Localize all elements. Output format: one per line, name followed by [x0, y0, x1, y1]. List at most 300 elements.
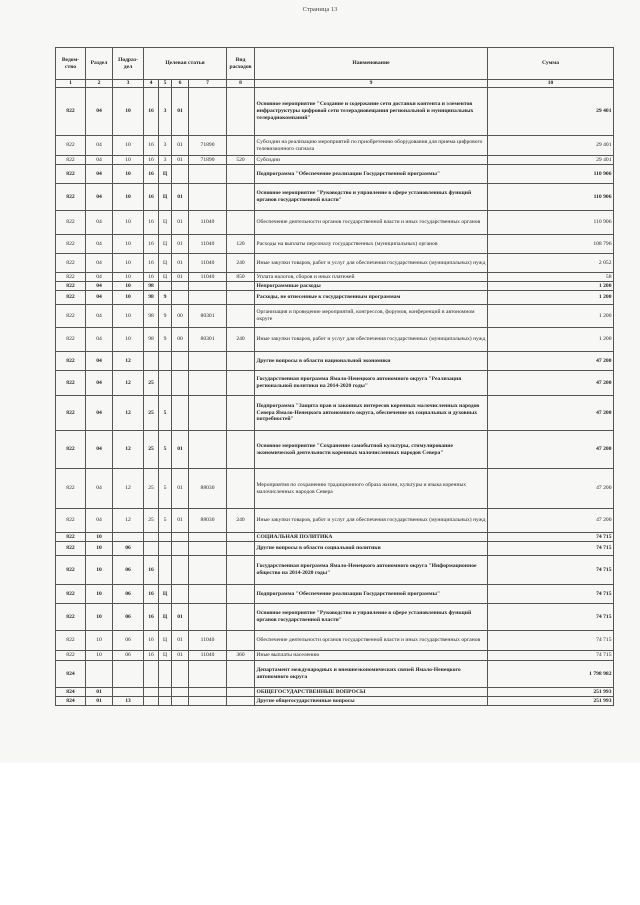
- table-row: [56, 604, 614, 631]
- cell-podrazdel: 13: [113, 697, 144, 706]
- cell-vid: [227, 352, 255, 371]
- cell-vid: 520: [227, 156, 255, 165]
- cell-target-4: 11040: [189, 651, 227, 661]
- cell-name: Субсидии: [255, 156, 488, 165]
- cell-target-3: [172, 697, 189, 706]
- cell-target-2: [159, 661, 172, 688]
- cell-target-4: [189, 604, 227, 631]
- cell-name: Департамент международных и внешнеэкономических связей Ямало-Ненецкого автономного округа: [255, 661, 488, 688]
- cell-target-1: 16: [144, 585, 159, 604]
- table-row: [56, 254, 614, 273]
- cell-podrazdel: 10: [113, 328, 144, 352]
- table-row: [56, 697, 614, 706]
- table-row: [56, 273, 614, 282]
- cell-razdel: 04: [86, 305, 113, 328]
- cell-sum: 108 796: [488, 235, 614, 254]
- cell-name: Расходы на выплаты персоналу государственных (муниципальных) органов: [255, 235, 488, 254]
- cell-sum: 74 715: [488, 556, 614, 585]
- cell-sum: 110 906: [488, 165, 614, 184]
- cell-vid: [227, 688, 255, 697]
- cell-target-4: [189, 688, 227, 697]
- cell-sum: 47 200: [488, 431, 614, 469]
- cell-ved: 824: [56, 661, 86, 688]
- cell-sum: 1 200: [488, 328, 614, 352]
- cell-sum: 1 200: [488, 282, 614, 291]
- cell-razdel: 04: [86, 184, 113, 211]
- cell-target-2: Ц: [159, 254, 172, 273]
- cell-name: Основное мероприятие "Руководство и управление в сфере установленных функций органов государственной власти": [255, 604, 488, 631]
- cell-ved: 822: [56, 184, 86, 211]
- cell-target-3: [172, 352, 189, 371]
- cell-podrazdel: 10: [113, 136, 144, 156]
- cell-razdel: 10: [86, 604, 113, 631]
- cell-sum: 47 200: [488, 396, 614, 431]
- cell-podrazdel: 12: [113, 352, 144, 371]
- cell-target-3: [172, 533, 189, 542]
- cell-razdel: 04: [86, 282, 113, 291]
- table-row: [56, 165, 614, 184]
- cell-target-3: [172, 396, 189, 431]
- cell-target-4: [189, 556, 227, 585]
- cell-name: Иные выплаты населению: [255, 651, 488, 661]
- cell-ved: 822: [56, 273, 86, 282]
- cell-sum: 47 200: [488, 469, 614, 509]
- table-row: [56, 396, 614, 431]
- cell-target-2: 5: [159, 469, 172, 509]
- cell-sum: 58: [488, 273, 614, 282]
- cell-target-3: 01: [172, 604, 189, 631]
- cell-podrazdel: 10: [113, 273, 144, 282]
- table-row: [56, 305, 614, 328]
- cell-ved: 822: [56, 533, 86, 542]
- cell-target-1: 25: [144, 371, 159, 396]
- cell-target-2: 5: [159, 509, 172, 533]
- cell-razdel: 04: [86, 165, 113, 184]
- cell-sum: 74 715: [488, 542, 614, 556]
- col-num: 10: [488, 80, 614, 88]
- cell-name: Организация и проведение мероприятий, конгрессов, форумов, конференций в автономном округе: [255, 305, 488, 328]
- cell-sum: 47 200: [488, 352, 614, 371]
- cell-podrazdel: 10: [113, 165, 144, 184]
- cell-target-4: [189, 585, 227, 604]
- cell-podrazdel: 06: [113, 651, 144, 661]
- cell-podrazdel: 10: [113, 184, 144, 211]
- cell-name: Государственная программа Ямало-Ненецкого автономного округа "Информационное общество на 2014-2020 годы": [255, 556, 488, 585]
- cell-sum: 74 715: [488, 533, 614, 542]
- cell-podrazdel: 06: [113, 542, 144, 556]
- cell-target-3: 01: [172, 136, 189, 156]
- cell-vid: [227, 291, 255, 305]
- cell-target-1: [144, 697, 159, 706]
- cell-ved: 822: [56, 396, 86, 431]
- cell-target-2: Ц: [159, 211, 172, 235]
- cell-target-1: 16: [144, 273, 159, 282]
- cell-target-2: 5: [159, 396, 172, 431]
- cell-target-3: 01: [172, 235, 189, 254]
- table-row: [56, 661, 614, 688]
- cell-razdel: 04: [86, 431, 113, 469]
- cell-vid: [227, 211, 255, 235]
- cell-target-3: 01: [172, 184, 189, 211]
- cell-name: ОБЩЕГОСУДАРСТВЕННЫЕ ВОПРОСЫ: [255, 688, 488, 697]
- cell-target-2: [159, 556, 172, 585]
- cell-target-1: 16: [144, 165, 159, 184]
- cell-target-2: Ц: [159, 585, 172, 604]
- cell-target-4: [189, 661, 227, 688]
- cell-sum: 29 401: [488, 136, 614, 156]
- cell-vid: [227, 282, 255, 291]
- cell-name: Подпрограмма "Защита прав и законных интересов коренных малочисленных народов Севера Ямало-Ненецкого автономного округа, обеспечение их социальных и духовных потребностей": [255, 396, 488, 431]
- cell-target-1: 16: [144, 184, 159, 211]
- col-header-target: Целевая статья: [144, 48, 227, 80]
- cell-target-4: [189, 371, 227, 396]
- cell-sum: 251 993: [488, 697, 614, 706]
- cell-ved: 822: [56, 585, 86, 604]
- cell-razdel: 04: [86, 291, 113, 305]
- cell-podrazdel: [113, 533, 144, 542]
- cell-target-3: [172, 585, 189, 604]
- cell-target-1: 16: [144, 211, 159, 235]
- col-num: 7: [189, 80, 227, 88]
- table-row: [56, 542, 614, 556]
- col-header-ved: Ведом-ство: [56, 48, 86, 80]
- col-num: 8: [227, 80, 255, 88]
- cell-podrazdel: 12: [113, 396, 144, 431]
- cell-target-4: [189, 282, 227, 291]
- cell-name: Другие вопросы в области социальной политики: [255, 542, 488, 556]
- table-row: [56, 688, 614, 697]
- cell-target-1: 25: [144, 431, 159, 469]
- cell-name: Иные закупки товаров, работ и услуг для обеспечения государственных (муниципальных) нужд: [255, 328, 488, 352]
- cell-vid: 360: [227, 651, 255, 661]
- cell-target-2: [159, 533, 172, 542]
- cell-name: Основное мероприятие "Сохранение самобытной культуры, стимулирование экономической деятельности коренных малочисленных народов Севера": [255, 431, 488, 469]
- col-header-vid: Вид расходов: [227, 48, 255, 80]
- cell-podrazdel: 06: [113, 585, 144, 604]
- cell-sum: 29 401: [488, 156, 614, 165]
- cell-sum: 110 906: [488, 184, 614, 211]
- cell-name: Другие вопросы в области национальной экономики: [255, 352, 488, 371]
- cell-target-4: 88030: [189, 469, 227, 509]
- cell-podrazdel: 12: [113, 371, 144, 396]
- cell-razdel: 10: [86, 556, 113, 585]
- cell-ved: 822: [56, 254, 86, 273]
- cell-ved: 822: [56, 305, 86, 328]
- cell-target-1: 16: [144, 556, 159, 585]
- cell-razdel: 01: [86, 688, 113, 697]
- cell-name: Государственная программа Ямало-Ненецкого автономного округа "Реализация региональной политики на 2014-2020 годы": [255, 371, 488, 396]
- cell-target-2: [159, 688, 172, 697]
- cell-target-2: Ц: [159, 631, 172, 651]
- table-row: [56, 88, 614, 136]
- table-row: [56, 651, 614, 661]
- cell-sum: 47 200: [488, 371, 614, 396]
- cell-vid: [227, 661, 255, 688]
- cell-name: Субсидии на реализацию мероприятий по приобретению оборудования для приема цифрового телевизионного сигнала: [255, 136, 488, 156]
- cell-razdel: 04: [86, 254, 113, 273]
- cell-razdel: 04: [86, 211, 113, 235]
- cell-razdel: 04: [86, 235, 113, 254]
- cell-target-2: [159, 371, 172, 396]
- cell-podrazdel: [113, 688, 144, 697]
- cell-vid: 240: [227, 254, 255, 273]
- cell-target-2: [159, 282, 172, 291]
- cell-target-4: 80301: [189, 305, 227, 328]
- cell-target-3: 00: [172, 305, 189, 328]
- cell-target-3: 01: [172, 88, 189, 136]
- cell-vid: [227, 305, 255, 328]
- cell-target-3: [172, 688, 189, 697]
- cell-ved: 822: [56, 88, 86, 136]
- col-header-razdel: Раздел: [86, 48, 113, 80]
- cell-target-3: 01: [172, 469, 189, 509]
- cell-podrazdel: 06: [113, 556, 144, 585]
- cell-podrazdel: 10: [113, 282, 144, 291]
- cell-target-3: [172, 556, 189, 585]
- cell-sum: 251 993: [488, 688, 614, 697]
- cell-name: Мероприятия по сохранению традиционного образа жизни, культуры и языка коренных малочисленных народов Севера: [255, 469, 488, 509]
- cell-podrazdel: [113, 661, 144, 688]
- cell-target-2: Ц: [159, 651, 172, 661]
- cell-target-4: 11040: [189, 273, 227, 282]
- cell-name: Основное мероприятие "Создание и содержание сети доставки контента и элементов инфраструктуры цифровой сети телерадиовещания региональной и муниципальных телерадиокомпаний": [255, 88, 488, 136]
- cell-target-2: Ц: [159, 165, 172, 184]
- cell-target-3: 01: [172, 273, 189, 282]
- table-row: [56, 585, 614, 604]
- cell-target-1: 98: [144, 291, 159, 305]
- cell-sum: 1 798 982: [488, 661, 614, 688]
- col-num: 3: [113, 80, 144, 88]
- cell-ved: 822: [56, 371, 86, 396]
- cell-vid: [227, 697, 255, 706]
- col-num: 9: [255, 80, 488, 88]
- cell-target-4: 11040: [189, 235, 227, 254]
- cell-sum: 1 200: [488, 291, 614, 305]
- cell-target-4: [189, 697, 227, 706]
- cell-name: Иные закупки товаров, работ и услуг для обеспечения государственных (муниципальных) нужд: [255, 509, 488, 533]
- cell-sum: 29 401: [488, 88, 614, 136]
- cell-target-4: [189, 431, 227, 469]
- col-num: 5: [159, 80, 172, 88]
- cell-podrazdel: 10: [113, 156, 144, 165]
- cell-vid: [227, 556, 255, 585]
- cell-target-1: 16: [144, 604, 159, 631]
- cell-target-2: 3: [159, 136, 172, 156]
- cell-podrazdel: 10: [113, 291, 144, 305]
- header-row: [56, 48, 614, 80]
- table-row: [56, 371, 614, 396]
- cell-razdel: 10: [86, 533, 113, 542]
- cell-vid: [227, 542, 255, 556]
- cell-vid: [227, 165, 255, 184]
- cell-target-2: [159, 352, 172, 371]
- cell-ved: 822: [56, 211, 86, 235]
- cell-name: Обеспечение деятельности органов государственной власти и иных государственных органов: [255, 211, 488, 235]
- cell-ved: 822: [56, 136, 86, 156]
- cell-target-2: 9: [159, 291, 172, 305]
- cell-podrazdel: 12: [113, 469, 144, 509]
- cell-target-3: 01: [172, 211, 189, 235]
- cell-target-1: 25: [144, 469, 159, 509]
- cell-razdel: 10: [86, 631, 113, 651]
- col-header-sum: Сумма: [488, 48, 614, 80]
- cell-ved: 822: [56, 156, 86, 165]
- cell-vid: [227, 184, 255, 211]
- cell-target-3: [172, 165, 189, 184]
- cell-target-2: [159, 697, 172, 706]
- cell-ved: 822: [56, 328, 86, 352]
- page-number: Страница 13: [302, 6, 338, 13]
- cell-target-1: 16: [144, 651, 159, 661]
- cell-name: Уплата налогов, сборов и иных платежей: [255, 273, 488, 282]
- cell-razdel: 04: [86, 328, 113, 352]
- cell-name: СОЦИАЛЬНАЯ ПОЛИТИКА: [255, 533, 488, 542]
- cell-name: Основное мероприятие "Руководство и управление в сфере установленных функций органов государственной власти": [255, 184, 488, 211]
- cell-target-1: 16: [144, 156, 159, 165]
- cell-target-4: [189, 396, 227, 431]
- cell-sum: 110 906: [488, 211, 614, 235]
- col-header-podrazdel: Подраз-дел: [113, 48, 144, 80]
- cell-sum: 74 715: [488, 631, 614, 651]
- cell-target-4: 71890: [189, 156, 227, 165]
- cell-razdel: 04: [86, 469, 113, 509]
- cell-razdel: 10: [86, 585, 113, 604]
- cell-target-3: 01: [172, 156, 189, 165]
- table-row: [56, 156, 614, 165]
- cell-razdel: 10: [86, 651, 113, 661]
- table-row: [56, 431, 614, 469]
- cell-name: Другие общегосударственные вопросы: [255, 697, 488, 706]
- cell-sum: 74 715: [488, 585, 614, 604]
- table-row: [56, 211, 614, 235]
- cell-sum: 74 715: [488, 604, 614, 631]
- table-row: [56, 136, 614, 156]
- cell-ved: 822: [56, 352, 86, 371]
- cell-ved: 822: [56, 542, 86, 556]
- cell-name: Расходы, не отнесенные к государственным программам: [255, 291, 488, 305]
- table-row: [56, 282, 614, 291]
- cell-podrazdel: 10: [113, 305, 144, 328]
- cell-target-1: [144, 688, 159, 697]
- cell-ved: 822: [56, 509, 86, 533]
- cell-ved: 824: [56, 697, 86, 706]
- cell-target-2: Ц: [159, 604, 172, 631]
- cell-ved: 822: [56, 556, 86, 585]
- cell-target-4: 11040: [189, 631, 227, 651]
- cell-sum: 47 200: [488, 509, 614, 533]
- cell-vid: [227, 431, 255, 469]
- table-row: [56, 328, 614, 352]
- cell-target-2: Ц: [159, 235, 172, 254]
- table-row: [56, 235, 614, 254]
- cell-target-4: 11040: [189, 211, 227, 235]
- cell-razdel: 04: [86, 509, 113, 533]
- cell-target-2: 9: [159, 328, 172, 352]
- cell-target-3: 01: [172, 651, 189, 661]
- cell-razdel: 04: [86, 156, 113, 165]
- cell-target-3: 00: [172, 328, 189, 352]
- cell-vid: [227, 371, 255, 396]
- cell-target-3: 01: [172, 509, 189, 533]
- cell-razdel: 04: [86, 371, 113, 396]
- cell-ved: 822: [56, 651, 86, 661]
- cell-target-1: 98: [144, 328, 159, 352]
- cell-vid: [227, 469, 255, 509]
- cell-name: Подпрограмма "Обеспечение реализации Государственной программы": [255, 165, 488, 184]
- cell-name: Иные закупки товаров, работ и услуг для обеспечения государственных (муниципальных) нужд: [255, 254, 488, 273]
- cell-vid: 240: [227, 509, 255, 533]
- cell-target-4: [189, 88, 227, 136]
- cell-vid: 120: [227, 235, 255, 254]
- table-row: [56, 509, 614, 533]
- cell-vid: [227, 396, 255, 431]
- cell-target-1: 98: [144, 282, 159, 291]
- cell-target-3: 01: [172, 431, 189, 469]
- cell-razdel: 04: [86, 88, 113, 136]
- cell-target-4: [189, 184, 227, 211]
- cell-target-1: 16: [144, 88, 159, 136]
- cell-podrazdel: 10: [113, 211, 144, 235]
- cell-ved: 822: [56, 282, 86, 291]
- cell-target-1: 16: [144, 631, 159, 651]
- cell-target-4: [189, 542, 227, 556]
- cell-target-1: 16: [144, 254, 159, 273]
- column-number-row: [56, 80, 614, 88]
- cell-ved: 822: [56, 469, 86, 509]
- cell-target-3: [172, 661, 189, 688]
- cell-target-1: 16: [144, 136, 159, 156]
- cell-razdel: 04: [86, 136, 113, 156]
- cell-vid: [227, 136, 255, 156]
- cell-sum: 2 052: [488, 254, 614, 273]
- cell-podrazdel: 06: [113, 604, 144, 631]
- cell-target-1: [144, 542, 159, 556]
- col-num: 4: [144, 80, 159, 88]
- col-header-name: Наименование: [255, 48, 488, 80]
- cell-target-3: [172, 542, 189, 556]
- cell-vid: [227, 533, 255, 542]
- cell-sum: 74 715: [488, 651, 614, 661]
- cell-target-2: 5: [159, 431, 172, 469]
- cell-target-4: [189, 291, 227, 305]
- table-row: [56, 184, 614, 211]
- cell-target-4: 71890: [189, 136, 227, 156]
- col-num: 1: [56, 80, 86, 88]
- col-num: 6: [172, 80, 189, 88]
- cell-target-4: [189, 352, 227, 371]
- cell-target-4: [189, 533, 227, 542]
- cell-vid: [227, 604, 255, 631]
- cell-vid: 240: [227, 328, 255, 352]
- cell-target-1: 25: [144, 396, 159, 431]
- cell-vid: [227, 585, 255, 604]
- cell-target-1: [144, 533, 159, 542]
- cell-target-1: 16: [144, 235, 159, 254]
- cell-target-1: [144, 661, 159, 688]
- cell-target-2: 9: [159, 305, 172, 328]
- cell-target-2: 3: [159, 156, 172, 165]
- cell-razdel: 10: [86, 542, 113, 556]
- table-row: [56, 469, 614, 509]
- cell-razdel: 04: [86, 352, 113, 371]
- cell-ved: 822: [56, 631, 86, 651]
- cell-razdel: 04: [86, 273, 113, 282]
- cell-podrazdel: 12: [113, 431, 144, 469]
- cell-target-1: [144, 352, 159, 371]
- cell-podrazdel: 12: [113, 509, 144, 533]
- cell-target-1: 98: [144, 305, 159, 328]
- cell-name: Обеспечение деятельности органов государственной власти и иных государственных органов: [255, 631, 488, 651]
